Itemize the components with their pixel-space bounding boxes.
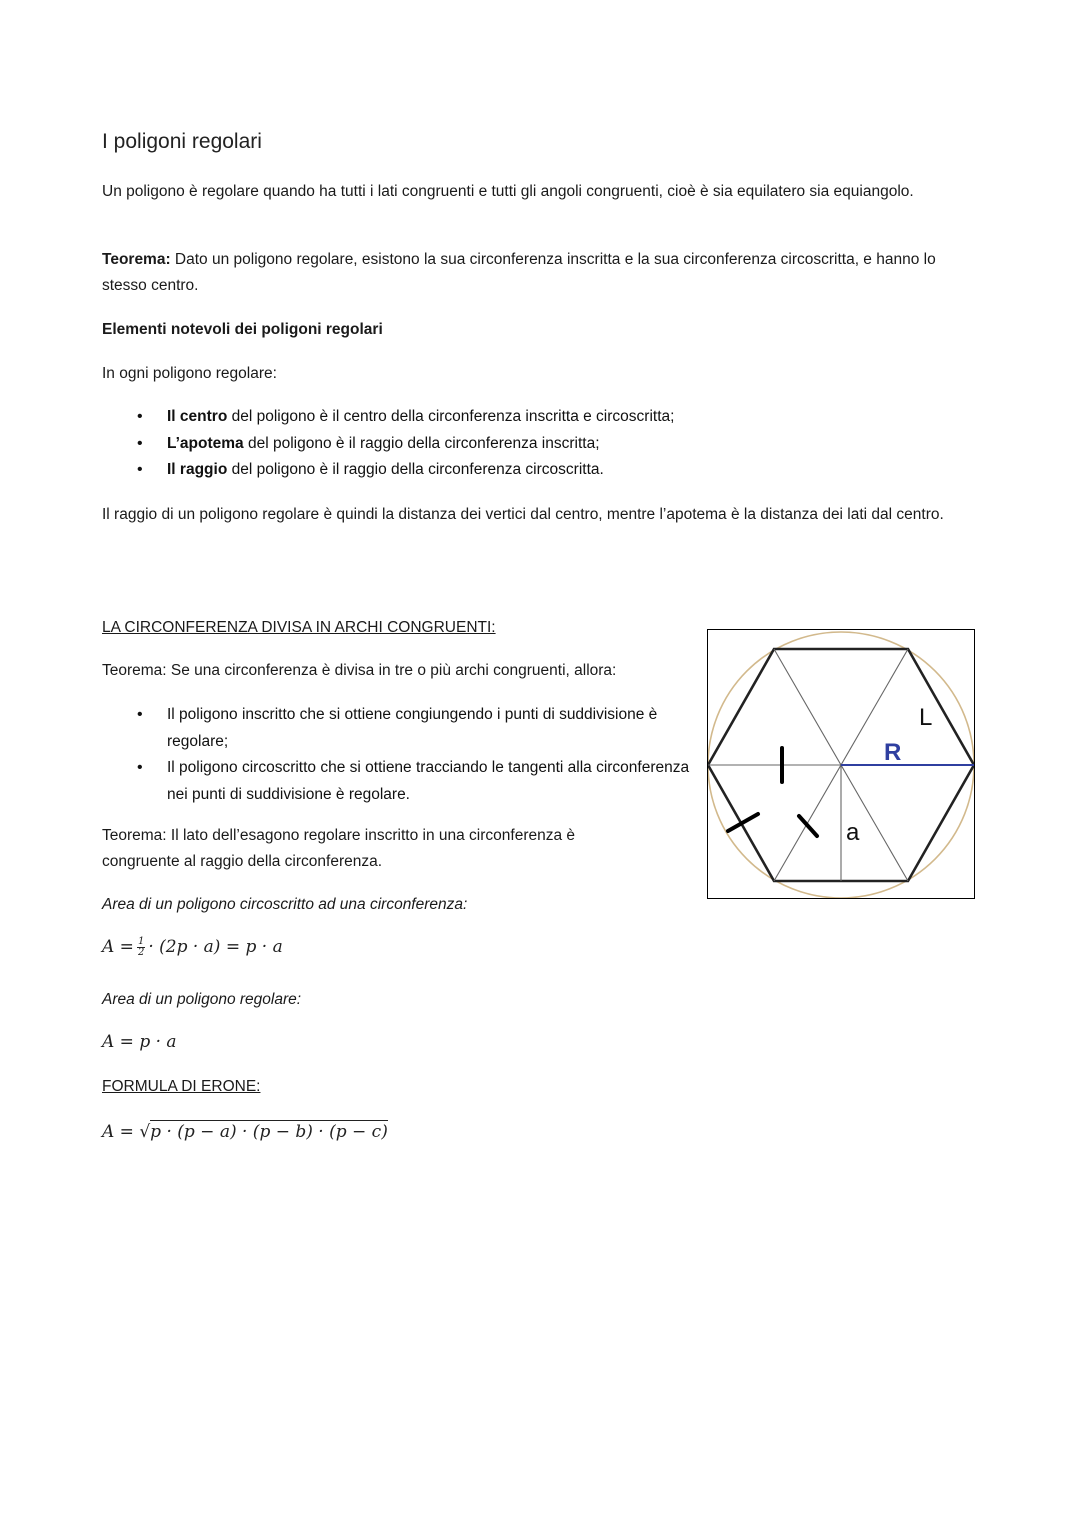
elements-list	[137, 404, 674, 484]
formula-area-regular: A = p · a	[102, 1032, 177, 1052]
list-item: • Il raggio del poligono è il raggio della circonferenza circoscritta.	[137, 457, 674, 484]
theorem-3: Teorema: Il lato dell’esagono regolare inscritto in una circonferenza è congruente al raggio della circonferenza.	[102, 827, 576, 870]
area-regular-label: Area di un poligono regolare:	[102, 991, 302, 1008]
list-item: • Il poligono circoscritto che si ottiene tracciando le tangenti alla circonferenza nei punti di suddivisione è regolare.	[137, 755, 697, 808]
formula-erone: A = √p · (p − a) · (p − b) · (p − c)	[102, 1122, 388, 1142]
label-R: R	[884, 739, 902, 766]
theorem-1-label: Teorema:	[102, 251, 171, 268]
label-L: L	[919, 704, 933, 731]
list-item: • L’apotema del poligono è il raggio della circonferenza inscritta;	[137, 431, 674, 458]
radicand: p · (p − a) · (p − b) · (p − c)	[150, 1122, 388, 1142]
formula-area-circumscribed: A = $\frac{1}{2}$ · (2p · a) = p · a	[102, 936, 283, 958]
theorem-2-list	[137, 702, 697, 808]
fraction-one-half: $\frac{1}{2}$	[137, 936, 145, 958]
radius-paragraph: Il raggio di un poligono regolare è quindi la distanza dei vertici dal centro, mentre l’apotema è la distanza dei lati dal centro.	[102, 506, 944, 523]
list-item: • Il centro del poligono è il centro della circonferenza inscritta e circoscritta;	[137, 404, 674, 431]
tick-marks	[728, 748, 817, 836]
theorem-1-text: Dato un poligono regolare, esistono la sua circonferenza inscritta e la sua circonferenza circoscritta, e hanno lo stesso centro.	[102, 251, 936, 294]
area-circumscribed-label: Area di un poligono circoscritto ad una circonferenza:	[102, 896, 468, 913]
hexagon-diagram	[708, 630, 974, 898]
theorem-2: Teorema: Se una circonferenza è divisa in tre o più archi congruenti, allora:	[102, 662, 617, 679]
theorem-1	[102, 247, 982, 299]
elements-heading: Elementi notevoli dei poligoni regolari	[102, 321, 383, 338]
intro-paragraph: Un poligono è regolare quando ha tutti i lati congruenti e tutti gli angoli congruenti, cioè è sia equilatero sia equiangolo.	[102, 183, 914, 200]
elements-intro: In ogni poligono regolare:	[102, 365, 277, 382]
page-title: I poligoni regolari	[102, 130, 262, 153]
section-2-heading: LA CIRCONFERENZA DIVISA IN ARCHI CONGRUENTI:	[102, 619, 496, 636]
list-item: • Il poligono inscritto che si ottiene congiungendo i punti di suddivisione è regolare;	[137, 702, 697, 755]
erone-heading: FORMULA DI ERONE:	[102, 1078, 261, 1095]
label-a: a	[846, 819, 860, 846]
hexagon-figure	[707, 629, 975, 899]
